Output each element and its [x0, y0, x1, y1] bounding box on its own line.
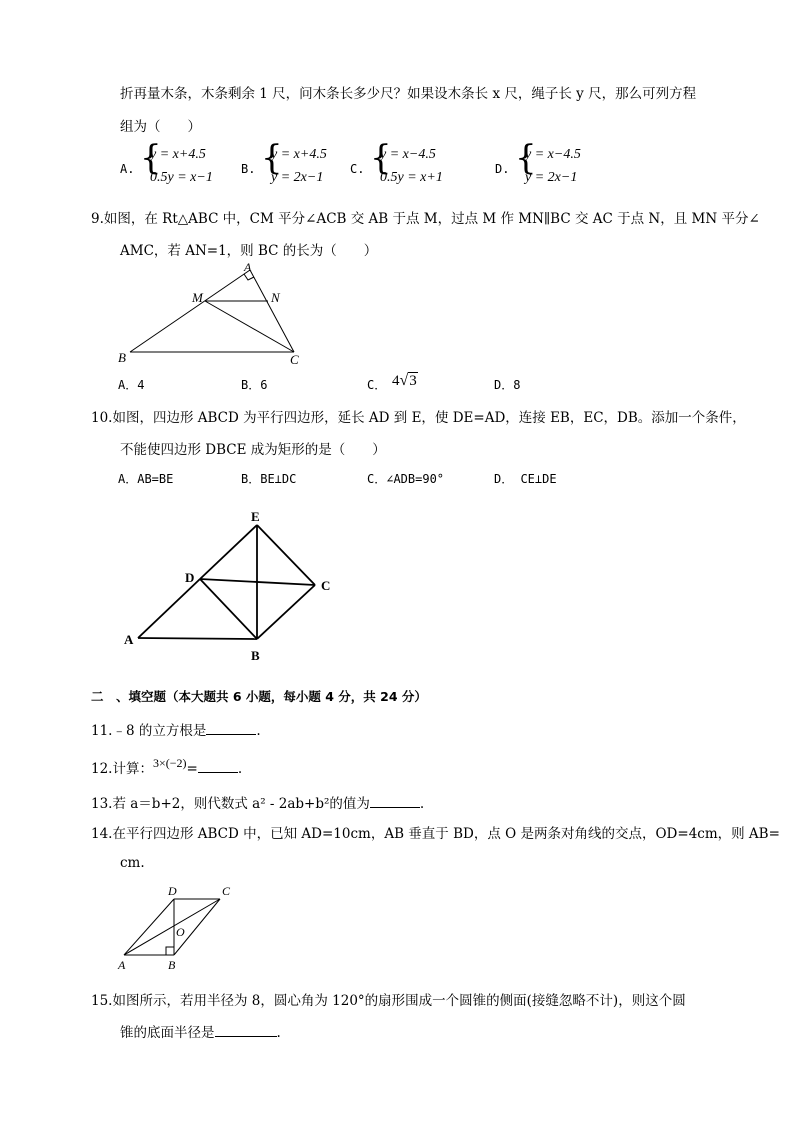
q8-option-d-system: { y = x−4.5 y = 2x−1	[515, 138, 581, 185]
q15-line2: 锥的底面半径是	[120, 1025, 215, 1041]
q9-option-c-math	[392, 372, 418, 390]
q12-answer-blank[interactable]	[198, 760, 238, 773]
label-b: B	[251, 648, 260, 663]
segment-ec	[257, 525, 315, 585]
q12	[91, 757, 242, 777]
label-e: E	[251, 509, 260, 524]
q13-answer-blank[interactable]	[370, 795, 420, 808]
q15-answer-blank[interactable]	[215, 1024, 277, 1037]
q11	[91, 719, 261, 739]
q10-line2: 不能使四边形 DBCE 成为矩形的是（ ）	[120, 442, 386, 458]
q8-option-b-system: { y = x+4.5 y = 2x−1	[261, 138, 327, 185]
q8-line1: 折再量木条，木条剩余 1 尺，问木条长多少尺？如果设木条长 x 尺，绳子长 y 尺，那么可列方程	[120, 86, 697, 102]
q11-text: 11.﹣8 的立方根是	[91, 723, 207, 739]
q9-option-c-coefficient: 4	[392, 373, 400, 389]
q8-option-a-label: A.	[120, 162, 135, 176]
q8-option-b-eq2: y = 2x−1	[271, 170, 324, 185]
q8-option-a-system: { y = x+4.5 0.5y = x−1	[140, 138, 213, 185]
q13-text: 13.若 a＝b+2，则代数式 a² - 2ab+b²的值为	[91, 796, 370, 812]
q14-line2: cm.	[120, 855, 145, 871]
q9-option-a: A．4	[118, 378, 145, 392]
q10-option-a: A．AB=BE	[118, 472, 174, 486]
q8-option-a-eq1: y = x+4.5	[150, 147, 206, 162]
q11-answer-blank[interactable]	[206, 722, 256, 735]
q9-triangle-figure	[110, 258, 310, 370]
q12-end: .	[237, 761, 243, 777]
q8-option-c-eq1: y = x−4.5	[380, 147, 436, 162]
q14-parallelogram-figure	[112, 880, 242, 975]
q9-line1: 9.如图，在 Rt△ABC 中，CM 平分∠ACB 交 AB 于点 M，过点 M 作 MN∥BC 交 AC 于点 N，且 MN 平分∠	[91, 211, 760, 227]
q13	[91, 792, 424, 812]
q9-option-b: B．6	[241, 378, 268, 392]
q8-option-b-label: B.	[241, 162, 256, 176]
q14-line1: 14.在平行四边形 ABCD 中，已知 AD=10cm，AB 垂直于 BD，点 O 是两条对角线的交点，OD=4cm，则 AB=	[91, 826, 780, 842]
q8-option-c-eq2: 0.5y = x+1	[380, 170, 443, 185]
q8-option-a-eq2: 0.5y = x−1	[150, 170, 213, 185]
q10-parallelogram-figure	[118, 505, 348, 665]
q12-equals: =	[186, 761, 198, 777]
q15-line2-wrap	[120, 1021, 281, 1041]
q12-prefix: 12.计算：	[91, 761, 153, 777]
label-b: B	[168, 958, 176, 972]
q10-line1: 10.如图，四边形 ABCD 为平行四边形，延长 AD 到 E，使 DE=AD，连接 EB，EC，DB。添加一个条件，	[91, 410, 746, 426]
label-c: C	[222, 884, 231, 898]
q9-option-c-radicand: 3	[409, 373, 417, 389]
segment-cb	[257, 585, 315, 639]
label-a: A	[244, 260, 252, 274]
q11-end: .	[256, 723, 261, 739]
label-a: A	[118, 958, 126, 972]
right-angle-mark	[166, 947, 174, 955]
q8-option-d-eq2: y = 2x−1	[525, 170, 578, 185]
q8-option-d-label: D.	[495, 162, 510, 176]
label-d: D	[185, 570, 195, 585]
q10-option-b: B．BE⊥DC	[241, 472, 297, 486]
segment-ad	[138, 579, 200, 638]
q15-line1: 15.如图所示，若用半径为 8，圆心角为 120°的扇形围成一个圆锥的侧面(接缝忽略不计)，则这个圆	[91, 993, 686, 1009]
q15-end: .	[276, 1025, 281, 1041]
segment-de	[200, 525, 257, 579]
q8-line2: 组为（ ）	[120, 119, 201, 135]
label-d: D	[168, 884, 177, 898]
segment-ab	[138, 638, 257, 639]
label-c: C	[290, 352, 299, 367]
q13-end: .	[419, 796, 425, 812]
q9-option-d: D．8	[494, 378, 521, 392]
label-m: M	[192, 290, 203, 305]
q9-line2: AMC，若 AN=1，则 BC 的长为（ ）	[120, 243, 378, 259]
section2-heading: 二 、填空题（本大题共 6 小题，每小题 4 分，共 24 分）	[91, 689, 427, 704]
q8-option-c-label: C.	[350, 162, 365, 176]
q10-option-c: C．∠ADB=90°	[367, 472, 445, 486]
q8-option-b-eq1: y = x+4.5	[271, 147, 327, 162]
q10-option-d: D． CE⊥DE	[494, 472, 557, 486]
q8-option-c-system: { y = x−4.5 0.5y = x+1	[370, 138, 443, 185]
label-a: A	[124, 632, 134, 647]
label-b: B	[118, 350, 126, 365]
q8-option-d-eq1: y = x−4.5	[525, 147, 581, 162]
sqrt-symbol: √	[399, 372, 409, 389]
q9-option-c-label: C．	[367, 378, 387, 392]
label-o: O	[176, 925, 185, 939]
q12-expression: 3×(−2)	[152, 756, 187, 770]
segment-ba	[130, 270, 250, 352]
label-c: C	[321, 578, 331, 593]
segment-db	[200, 579, 257, 639]
label-n: N	[271, 290, 280, 305]
